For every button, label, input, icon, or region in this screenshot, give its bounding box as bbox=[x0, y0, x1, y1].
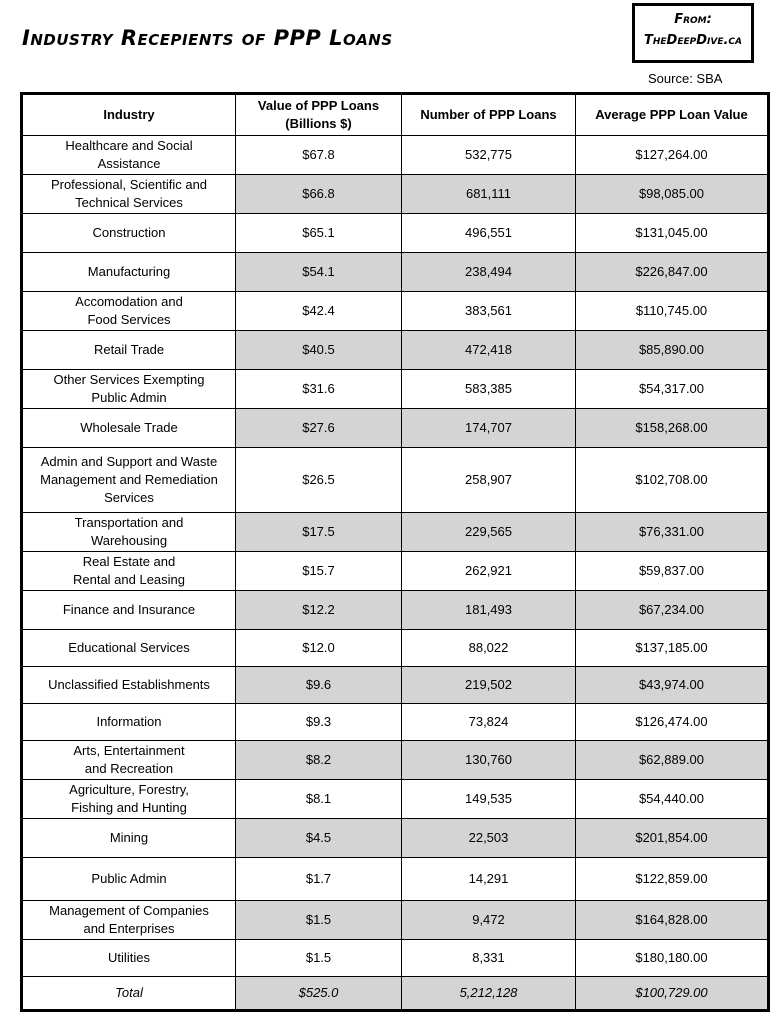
table-row bbox=[22, 448, 769, 513]
number-cell: 88,022 bbox=[402, 630, 576, 667]
table-row bbox=[22, 630, 769, 667]
table-row bbox=[22, 331, 769, 370]
average-cell: $164,828.00 bbox=[576, 901, 769, 940]
table-row bbox=[22, 136, 769, 175]
website-label: TheDeepDive.ca bbox=[644, 33, 742, 48]
number-cell: 496,551 bbox=[402, 214, 576, 253]
average-cell: $226,847.00 bbox=[576, 253, 769, 292]
table-row bbox=[22, 704, 769, 741]
table-row bbox=[22, 513, 769, 552]
number-cell: 681,111 bbox=[402, 175, 576, 214]
average-cell: $122,859.00 bbox=[576, 858, 769, 901]
value-cell: $12.0 bbox=[236, 630, 402, 667]
table-row bbox=[22, 214, 769, 253]
chart-title: Industry Recepients of PPP Loans bbox=[22, 26, 393, 50]
table-row bbox=[22, 370, 769, 409]
value-cell: $66.8 bbox=[236, 175, 402, 214]
average-cell: $127,264.00 bbox=[576, 136, 769, 175]
number-cell: 219,502 bbox=[402, 667, 576, 704]
column-header: Number of PPP Loans bbox=[402, 94, 576, 136]
table-row bbox=[22, 858, 769, 901]
industry-cell: Agriculture, Forestry, Fishing and Hunting bbox=[22, 780, 236, 819]
average-cell: $180,180.00 bbox=[576, 940, 769, 977]
value-cell: $42.4 bbox=[236, 292, 402, 331]
average-cell: $85,890.00 bbox=[576, 331, 769, 370]
table-row bbox=[22, 409, 769, 448]
industry-cell: Utilities bbox=[22, 940, 236, 977]
number-cell: 73,824 bbox=[402, 704, 576, 741]
average-cell: $102,708.00 bbox=[576, 448, 769, 513]
table-row bbox=[22, 940, 769, 977]
industry-cell: Information bbox=[22, 704, 236, 741]
number-cell: 130,760 bbox=[402, 741, 576, 780]
value-cell: $8.2 bbox=[236, 741, 402, 780]
industry-cell: Arts, Entertainment and Recreation bbox=[22, 741, 236, 780]
column-header: Value of PPP Loans (Billions $) bbox=[236, 94, 402, 136]
industry-cell: Healthcare and Social Assistance bbox=[22, 136, 236, 175]
value-cell: $8.1 bbox=[236, 780, 402, 819]
industry-cell: Transportation and Warehousing bbox=[22, 513, 236, 552]
average-cell: $54,317.00 bbox=[576, 370, 769, 409]
number-cell: 149,535 bbox=[402, 780, 576, 819]
average-cell: $137,185.00 bbox=[576, 630, 769, 667]
number-cell: 238,494 bbox=[402, 253, 576, 292]
average-cell: $62,889.00 bbox=[576, 741, 769, 780]
value-cell: $4.5 bbox=[236, 819, 402, 858]
industry-cell: Construction bbox=[22, 214, 236, 253]
industry-cell: Management of Companies and Enterprises bbox=[22, 901, 236, 940]
value-cell: $1.5 bbox=[236, 901, 402, 940]
value-cell: $12.2 bbox=[236, 591, 402, 630]
average-cell: $43,974.00 bbox=[576, 667, 769, 704]
industry-cell: Unclassified Establishments bbox=[22, 667, 236, 704]
column-header: Average PPP Loan Value bbox=[576, 94, 769, 136]
number-cell: 9,472 bbox=[402, 901, 576, 940]
value-cell: $65.1 bbox=[236, 214, 402, 253]
average-cell: $67,234.00 bbox=[576, 591, 769, 630]
industry-cell: Mining bbox=[22, 819, 236, 858]
table-row bbox=[22, 741, 769, 780]
value-cell: $40.5 bbox=[236, 331, 402, 370]
number-cell: 174,707 bbox=[402, 409, 576, 448]
value-cell: $54.1 bbox=[236, 253, 402, 292]
table-row bbox=[22, 175, 769, 214]
table-row bbox=[22, 591, 769, 630]
table-row bbox=[22, 780, 769, 819]
total-label-cell: Total bbox=[22, 977, 236, 1011]
number-cell: 583,385 bbox=[402, 370, 576, 409]
source-credit-box bbox=[632, 3, 754, 63]
value-cell: $9.3 bbox=[236, 704, 402, 741]
value-cell: $1.5 bbox=[236, 940, 402, 977]
table-row bbox=[22, 667, 769, 704]
industry-cell: Retail Trade bbox=[22, 331, 236, 370]
value-cell: $17.5 bbox=[236, 513, 402, 552]
value-cell: $1.7 bbox=[236, 858, 402, 901]
value-cell: $9.6 bbox=[236, 667, 402, 704]
number-cell: 229,565 bbox=[402, 513, 576, 552]
industry-cell: Public Admin bbox=[22, 858, 236, 901]
total-row bbox=[22, 977, 769, 1011]
column-header: Industry bbox=[22, 94, 236, 136]
total-average-cell: $100,729.00 bbox=[576, 977, 769, 1011]
industry-cell: Accomodation and Food Services bbox=[22, 292, 236, 331]
ppp-loans-table bbox=[20, 92, 770, 1012]
table-row bbox=[22, 253, 769, 292]
industry-cell: Finance and Insurance bbox=[22, 591, 236, 630]
average-cell: $59,837.00 bbox=[576, 552, 769, 591]
industry-cell: Wholesale Trade bbox=[22, 409, 236, 448]
number-cell: 258,907 bbox=[402, 448, 576, 513]
number-cell: 181,493 bbox=[402, 591, 576, 630]
number-cell: 532,775 bbox=[402, 136, 576, 175]
source-label: Source: SBA bbox=[648, 71, 723, 86]
average-cell: $131,045.00 bbox=[576, 214, 769, 253]
table-header-row bbox=[22, 94, 769, 136]
from-label: From: bbox=[674, 12, 712, 27]
average-cell: $76,331.00 bbox=[576, 513, 769, 552]
value-cell: $31.6 bbox=[236, 370, 402, 409]
table-row bbox=[22, 552, 769, 591]
industry-cell: Admin and Support and Waste Management and Remediation Services bbox=[22, 448, 236, 513]
total-number-cell: 5,212,128 bbox=[402, 977, 576, 1011]
industry-cell: Professional, Scientific and Technical Services bbox=[22, 175, 236, 214]
number-cell: 383,561 bbox=[402, 292, 576, 331]
value-cell: $15.7 bbox=[236, 552, 402, 591]
number-cell: 22,503 bbox=[402, 819, 576, 858]
average-cell: $98,085.00 bbox=[576, 175, 769, 214]
number-cell: 262,921 bbox=[402, 552, 576, 591]
average-cell: $201,854.00 bbox=[576, 819, 769, 858]
industry-cell: Real Estate and Rental and Leasing bbox=[22, 552, 236, 591]
table-row bbox=[22, 819, 769, 858]
industry-cell: Manufacturing bbox=[22, 253, 236, 292]
value-cell: $67.8 bbox=[236, 136, 402, 175]
average-cell: $126,474.00 bbox=[576, 704, 769, 741]
industry-cell: Educational Services bbox=[22, 630, 236, 667]
average-cell: $110,745.00 bbox=[576, 292, 769, 331]
average-cell: $158,268.00 bbox=[576, 409, 769, 448]
industry-cell: Other Services Exempting Public Admin bbox=[22, 370, 236, 409]
number-cell: 8,331 bbox=[402, 940, 576, 977]
average-cell: $54,440.00 bbox=[576, 780, 769, 819]
total-value-cell: $525.0 bbox=[236, 977, 402, 1011]
number-cell: 14,291 bbox=[402, 858, 576, 901]
table-row bbox=[22, 292, 769, 331]
number-cell: 472,418 bbox=[402, 331, 576, 370]
value-cell: $26.5 bbox=[236, 448, 402, 513]
table-row bbox=[22, 901, 769, 940]
value-cell: $27.6 bbox=[236, 409, 402, 448]
